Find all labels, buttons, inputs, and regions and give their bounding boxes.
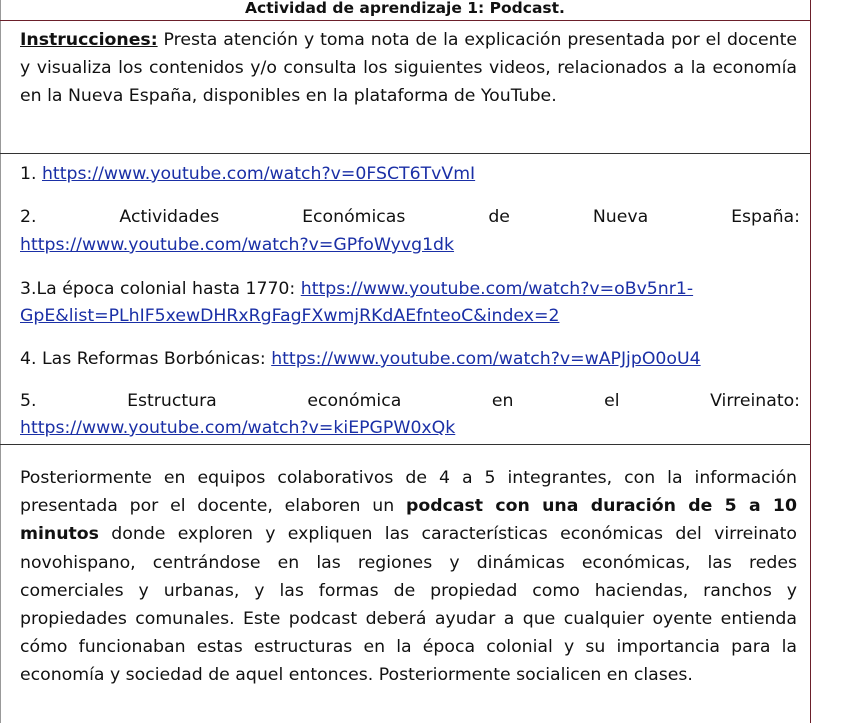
video-link-3-part2[interactable]: GpE&list=PLhIF5xewDHRxRgFagFXwmjRKdAEfnteoC&index=2 [20,306,560,326]
link-item-3-continued [20,303,800,330]
link-item-3-prefix: 3.La época colonial hasta 1770: [20,279,301,299]
instructions-text: Presta atención y toma nota de la explicación presentada por el docente y visualiza los contenidos y/o consulta los siguientes videos, relacionados a la economía en la Nueva España, disponibles en la plataforma de YouTube. [20,30,797,106]
word: 5. [20,391,37,411]
closing-text-1: Posteriormente en equipos colaborativos de 4 a 5 integrantes, con la información presentada por el docente, elaboren un [20,468,797,517]
word: económica [307,391,402,411]
video-link-3-part1[interactable]: https://www.youtube.com/watch?v=oBv5nr1- [300,279,694,299]
video-link-2[interactable]: https://www.youtube.com/watch?v=GPfoWyvg1dk [20,235,455,255]
link-item-1 [20,161,800,188]
closing-paragraph [20,464,797,690]
closing-emphasis: podcast con una duración de 5 a 10 minutos [20,496,797,545]
video-link-4[interactable]: https://www.youtube.com/watch?v=wAPJjpO0oU4 [271,349,701,369]
video-link-5[interactable]: https://www.youtube.com/watch?v=kiEPGPW0xQk [20,418,456,438]
closing-text-2: donde exploren y expliquen las características económicas del virreinato novohispano, centrándose en las regiones y dinámicas económicas, las redes comerciales y urbanas, y las formas de propiedad como haciendas, ranchos y propiedades comunales. Este podcast deberá ayudar a que cualquier oyente entienda cómo funcionaban estas estructuras en la época colonial y su importancia para la economía y sociedad de aquel entonces. Posteriormente socialicen en clases. [20,524,797,686]
link-item-3 [20,276,800,303]
word: 2. [20,207,37,227]
link-item-1-prefix: 1. [20,164,42,184]
activity-title: Actividad de aprendizaje 1: Podcast. [0,0,810,21]
word: el [604,391,620,411]
link-item-2-url-row [20,232,800,259]
right-margin-rule [810,0,811,723]
video-link-1[interactable]: https://www.youtube.com/watch?v=0FSCT6TvVmI [41,164,476,184]
link-item-5-heading [20,388,800,415]
link-item-4 [20,346,800,373]
word: Económicas [302,207,406,227]
instructions-label: Instrucciones: [20,30,158,50]
link-item-4-prefix: 4. Las Reformas Borbónicas: [20,349,272,369]
word: España: [731,207,800,227]
word: Nueva [592,207,649,227]
word: Virreinato: [710,391,800,411]
word: de [488,207,510,227]
word: en [491,391,514,411]
word: Estructura [127,391,217,411]
link-item-5-url-row [20,415,800,442]
video-links-box [0,153,810,445]
word: Actividades [119,207,220,227]
instructions-paragraph [20,26,797,110]
link-item-2-heading [20,204,800,231]
